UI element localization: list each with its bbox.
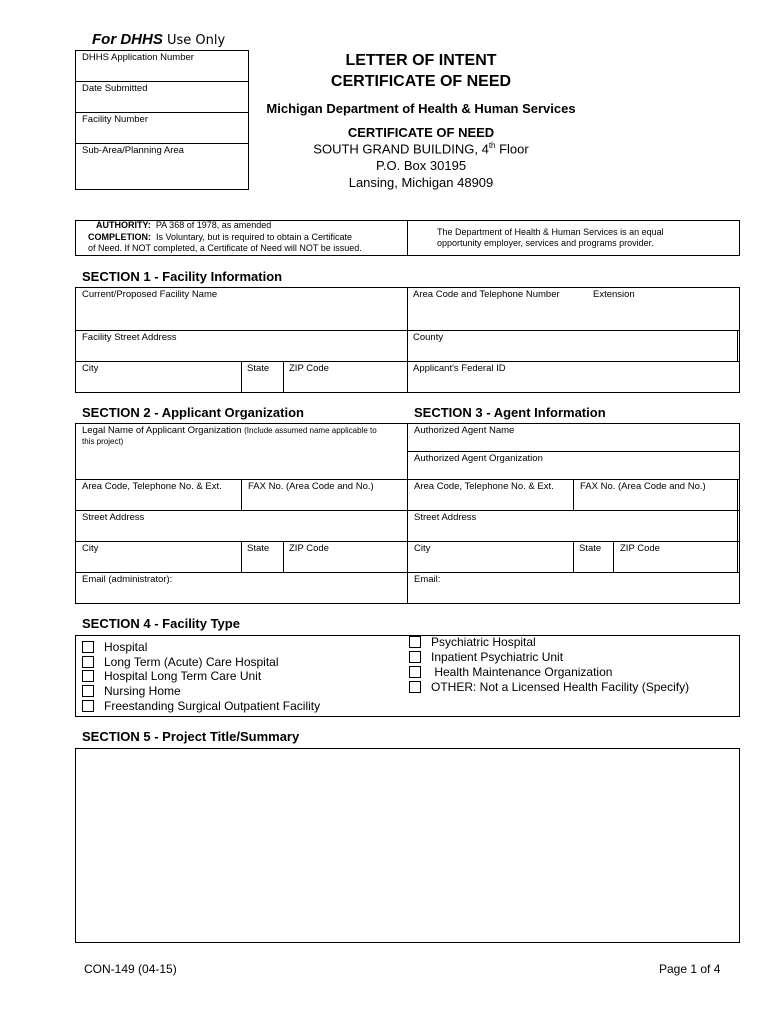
label-hltcu: Hospital Long Term Care Unit — [104, 669, 262, 683]
checkbox-inpatient-psych[interactable] — [409, 651, 421, 663]
label-fsof: Freestanding Surgical Outpatient Facility — [104, 699, 321, 713]
checkbox-hltcu[interactable] — [82, 670, 94, 682]
checkbox-ltach[interactable] — [82, 656, 94, 668]
label-inpatient-psych: Inpatient Psychiatric Unit — [431, 650, 564, 664]
section-2-title: SECTION 2 - Applicant Organization — [82, 405, 304, 420]
po-box: P.O. Box 30195 — [375, 158, 467, 173]
applicant-zip-field[interactable]: ZIP Code — [289, 543, 329, 554]
dhhs-use-only-heading: For DHHS Use Only — [92, 31, 226, 48]
facility-zip-field[interactable]: ZIP Code — [289, 363, 329, 374]
agent-state-field[interactable]: State — [579, 543, 602, 554]
section-1-title: SECTION 1 - Facility Information — [82, 269, 283, 284]
applicant-city-field[interactable]: City — [82, 543, 99, 554]
agent-street-field[interactable]: Street Address — [414, 512, 477, 523]
checkbox-nursing-home[interactable] — [82, 685, 94, 697]
section-4-title: SECTION 4 - Facility Type — [82, 616, 240, 631]
facility-phone-field[interactable]: Area Code and Telephone Number — [413, 289, 560, 300]
checkbox-hmo[interactable] — [409, 666, 421, 678]
address-line: SOUTH GRAND BUILDING, 4th Floor — [313, 141, 529, 157]
label-nursing-home: Nursing Home — [104, 684, 181, 698]
federal-id-field[interactable]: Applicant's Federal ID — [413, 363, 506, 374]
label-hospital: Hospital — [104, 640, 148, 654]
project-summary-textarea[interactable] — [75, 748, 740, 943]
applicant-email-field[interactable]: Email (administrator): — [82, 574, 173, 585]
form-id: CON-149 (04-15) — [84, 962, 177, 976]
equal-opportunity-text: The Department of Health & Human Services is an equal opportunity employer, services and programs provider. — [437, 227, 664, 248]
section-3-title: SECTION 3 - Agent Information — [414, 405, 606, 420]
dhhs-application-number-field[interactable]: DHHS Application Number — [82, 52, 194, 63]
facility-number-field[interactable]: Facility Number — [82, 114, 148, 125]
checkbox-hospital[interactable] — [82, 641, 94, 653]
applicant-phone-field[interactable]: Area Code, Telephone No. & Ext. — [82, 481, 222, 492]
sub-area-planning-area-field[interactable]: Sub-Area/Planning Area — [82, 145, 184, 156]
date-submitted-field[interactable]: Date Submitted — [82, 83, 148, 94]
agent-email-field[interactable]: Email: — [414, 574, 441, 585]
city-line: Lansing, Michigan 48909 — [348, 175, 494, 190]
facility-state-field[interactable]: State — [247, 363, 270, 374]
title-certificate-of-need: CERTIFICATE OF NEED — [330, 73, 512, 90]
checkbox-fsof[interactable] — [82, 700, 94, 712]
facility-name-field[interactable]: Current/Proposed Facility Name — [82, 289, 218, 300]
legal-name-field[interactable]: Legal Name of Applicant Organization (Include assumed name applicable to this project) — [82, 425, 377, 446]
facility-street-field[interactable]: Facility Street Address — [82, 332, 177, 343]
agent-org-field[interactable]: Authorized Agent Organization — [414, 453, 543, 464]
label-ltach: Long Term (Acute) Care Hospital — [104, 655, 279, 669]
facility-city-field[interactable]: City — [82, 363, 99, 374]
section-5-title: SECTION 5 - Project Title/Summary — [82, 729, 300, 744]
label-psychiatric-hospital: Psychiatric Hospital — [431, 635, 536, 649]
office-name: CERTIFICATE OF NEED — [347, 125, 495, 140]
department-name: Michigan Department of Health & Human Services — [266, 101, 576, 116]
agent-phone-field[interactable]: Area Code, Telephone No. & Ext. — [414, 481, 554, 492]
label-other: OTHER: Not a Licensed Health Facility (Specify) — [431, 680, 690, 694]
authority-text: AUTHORITY: PA 368 of 1978, as amended COMPLETION: Is Voluntary, but is required to obtain a Certificate of Need. If NOT completed, a Certificate of Need will NOT be issued. — [88, 220, 362, 253]
agent-zip-field[interactable]: ZIP Code — [620, 543, 660, 554]
checkbox-other[interactable] — [409, 681, 421, 693]
agent-name-field[interactable]: Authorized Agent Name — [414, 425, 515, 436]
applicant-fax-field[interactable]: FAX No. (Area Code and No.) — [248, 481, 374, 492]
label-hmo: Health Maintenance Organization — [431, 665, 613, 679]
facility-extension-field[interactable]: Extension — [593, 289, 635, 300]
title-letter-of-intent: LETTER OF INTENT — [345, 52, 497, 69]
page-number: Page 1 of 4 — [659, 962, 721, 976]
facility-county-field[interactable]: County — [413, 332, 444, 343]
applicant-street-field[interactable]: Street Address — [82, 512, 145, 523]
agent-fax-field[interactable]: FAX No. (Area Code and No.) — [580, 481, 706, 492]
checkbox-psychiatric-hospital[interactable] — [409, 636, 421, 648]
agent-city-field[interactable]: City — [414, 543, 431, 554]
applicant-state-field[interactable]: State — [247, 543, 270, 554]
